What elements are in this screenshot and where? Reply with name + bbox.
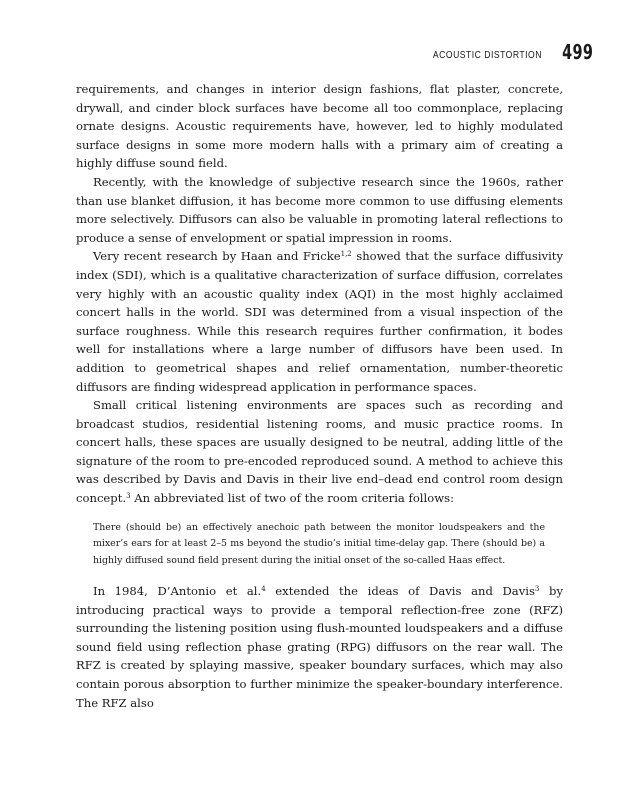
paragraph-1: requirements, and changes in interior design fashions, flat plaster, concrete, drywall, and cinder block surfaces have become all too commonplace, replacing ornate designs. Acoustic requirements have, however, led to highly modulated surface designs in some more modern halls with a primary aim of creating a highly diffuse sound field.	[76, 82, 563, 171]
body-text	[76, 80, 563, 712]
paragraph-3-text-a: Very recent research by Haan and Fricke	[93, 249, 341, 264]
block-quote: There (should be) an effectively anechoic path between the monitor loudspeakers and the mixer’s ears for at least 2–5 ms beyond the studio’s initial time-delay gap. There (should be) a highly diffused sound field present during the initial onset of the so-called Haas effect.	[93, 521, 545, 567]
citation-ref-1-2: 1,2	[340, 250, 352, 259]
paragraph-4-text-b: An abbreviated list of two of the room criteria follows:	[130, 491, 454, 506]
paragraph-5	[76, 582, 563, 712]
paragraph-2: Recently, with the knowledge of subjective research since the 1960s, rather than use blanket diffusion, it has become more common to use diffusing elements more selectively. Diffusors can also be valuable in promoting lateral reflections to produce a sense of envelopment or spatial impression in rooms.	[76, 174, 563, 245]
page-number: 499	[561, 40, 593, 64]
running-title: ACOUSTIC DISTORTION	[432, 48, 542, 61]
page-header	[409, 42, 593, 62]
paragraph-5-text-c: by introducing practical ways to provide a temporal reflection-free zone (RFZ) surrounding the listening position using flush-mounted loudspeakers and a diffuse sound field using reflection phase grating (RPG) diffusors on the rear wall. The RFZ is created by splaying massive, speaker boundary surfaces, which may also contain porous absorption to further minimize the speaker-boundary interference. The RFZ also	[76, 584, 563, 710]
citation-ref-4: 4	[261, 585, 266, 594]
paragraph-3-text-b: showed that the surface diffusivity index (SDI), which is a qualitative characterization of surface diffusion, correlates very highly with an acoustic quality index (AQI) in the most highly acclaimed concert halls in the world. SDI was determined from a visual inspection of the surface roughness. While this research requires further confirmation, it bodes well for installations where a large number of diffusors have been used. In addition to geometrical shapes and relief ornamentation, number-theoretic diffusors are finding widespread application in performance spaces.	[76, 249, 563, 394]
paragraph-3	[76, 247, 563, 396]
citation-ref-3: 3	[126, 492, 131, 501]
paragraph-4	[76, 396, 563, 508]
paragraph-4-text-a: Small critical listening environments are spaces such as recording and broadcast studios, residential listening rooms, and music practice rooms. In concert halls, these spaces are usually designed to be neutral, adding little of the signature of the room to pre-encoded reproduced sound. A method to achieve this was described by Davis and Davis in their live end–dead end control room design concept.	[76, 398, 563, 506]
paragraph-5-text-a: In 1984, D’Antonio et al.	[93, 584, 262, 599]
citation-ref-3b: 3	[534, 585, 540, 594]
paragraph-5-text-b: extended the ideas of Davis and Davis	[265, 584, 535, 599]
